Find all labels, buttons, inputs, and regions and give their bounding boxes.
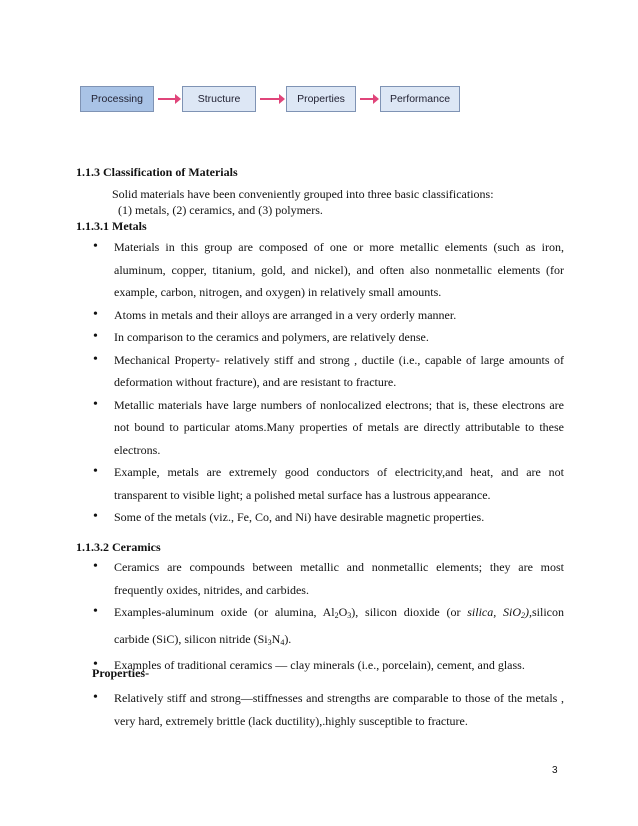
list-item: • Atoms in metals and their alloys are arranged in a very orderly manner. bbox=[90, 304, 564, 327]
list-item: • Materials in this group are composed of one or more metallic elements (such as iron, aluminum, copper, titanium, gold, and nickel), and often also nonmetallic elements (for example, carbon, nitrogen, and oxygen) in relatively small amounts. bbox=[90, 236, 564, 304]
flow-arrow bbox=[158, 98, 176, 100]
metals-heading: 1.1.3.1 Metals bbox=[76, 219, 147, 233]
metals-list bbox=[90, 236, 564, 529]
page-number: 3 bbox=[552, 765, 558, 776]
flow-step-structure: Structure bbox=[182, 86, 256, 112]
list-item: • Ceramics are compounds between metallic and nonmetallic elements; they are most frequently oxides, nitrides, and carbides. bbox=[90, 556, 564, 601]
list-item: • Mechanical Property- relatively stiff and strong , ductile (i.e., capable of large amounts of deformation without fracture), and are resistant to fracture. bbox=[90, 349, 564, 394]
list-item: • Examples-aluminum oxide (or alumina, $Al_2O_3$), silicon dioxide (or silica, SiO$_2$),silicon carbide (SiC), silicon nitride $(Si_3N_4)$. bbox=[90, 601, 564, 654]
intro-line-2: (1) metals, (2) ceramics, and (3) polymers. bbox=[118, 203, 323, 217]
properties-list bbox=[90, 687, 564, 732]
list-item: • Some of the metals (viz., Fe, Co, and Ni) have desirable magnetic properties. bbox=[90, 506, 564, 529]
intro-line-1: Solid materials have been conveniently grouped into three basic classifications: bbox=[112, 187, 494, 201]
list-item: • Example, metals are extremely good conductors of electricity,and heat, and are not transparent to visible light; a polished metal surface has a lustrous appearance. bbox=[90, 461, 564, 506]
list-item: • Relatively stiff and strong—stiffnesses and strengths are comparable to those of the metals , very hard, extremely brittle (lack ductility),.highly susceptible to fracture. bbox=[90, 687, 564, 732]
ceramics-heading: 1.1.3.2 Ceramics bbox=[76, 540, 161, 554]
flow-step-processing: Processing bbox=[80, 86, 154, 112]
list-item: • Examples of traditional ceramics — clay minerals (i.e., porcelain), cement, and glass. bbox=[90, 654, 564, 677]
section-heading: 1.1.3 Classification of Materials bbox=[76, 165, 238, 179]
list-item: • Metallic materials have large numbers of nonlocalized electrons; that is, these electrons are not bound to particular atoms.Many properties of metals are directly attributable to these electrons. bbox=[90, 394, 564, 462]
properties-heading: Properties- bbox=[92, 666, 150, 680]
flow-diagram bbox=[80, 86, 460, 116]
ceramics-list bbox=[90, 556, 564, 677]
flow-step-performance: Performance bbox=[380, 86, 460, 112]
flow-arrow bbox=[260, 98, 280, 100]
list-item: • In comparison to the ceramics and polymers, are relatively dense. bbox=[90, 326, 564, 349]
flow-step-properties: Properties bbox=[286, 86, 356, 112]
flow-arrow bbox=[360, 98, 374, 100]
